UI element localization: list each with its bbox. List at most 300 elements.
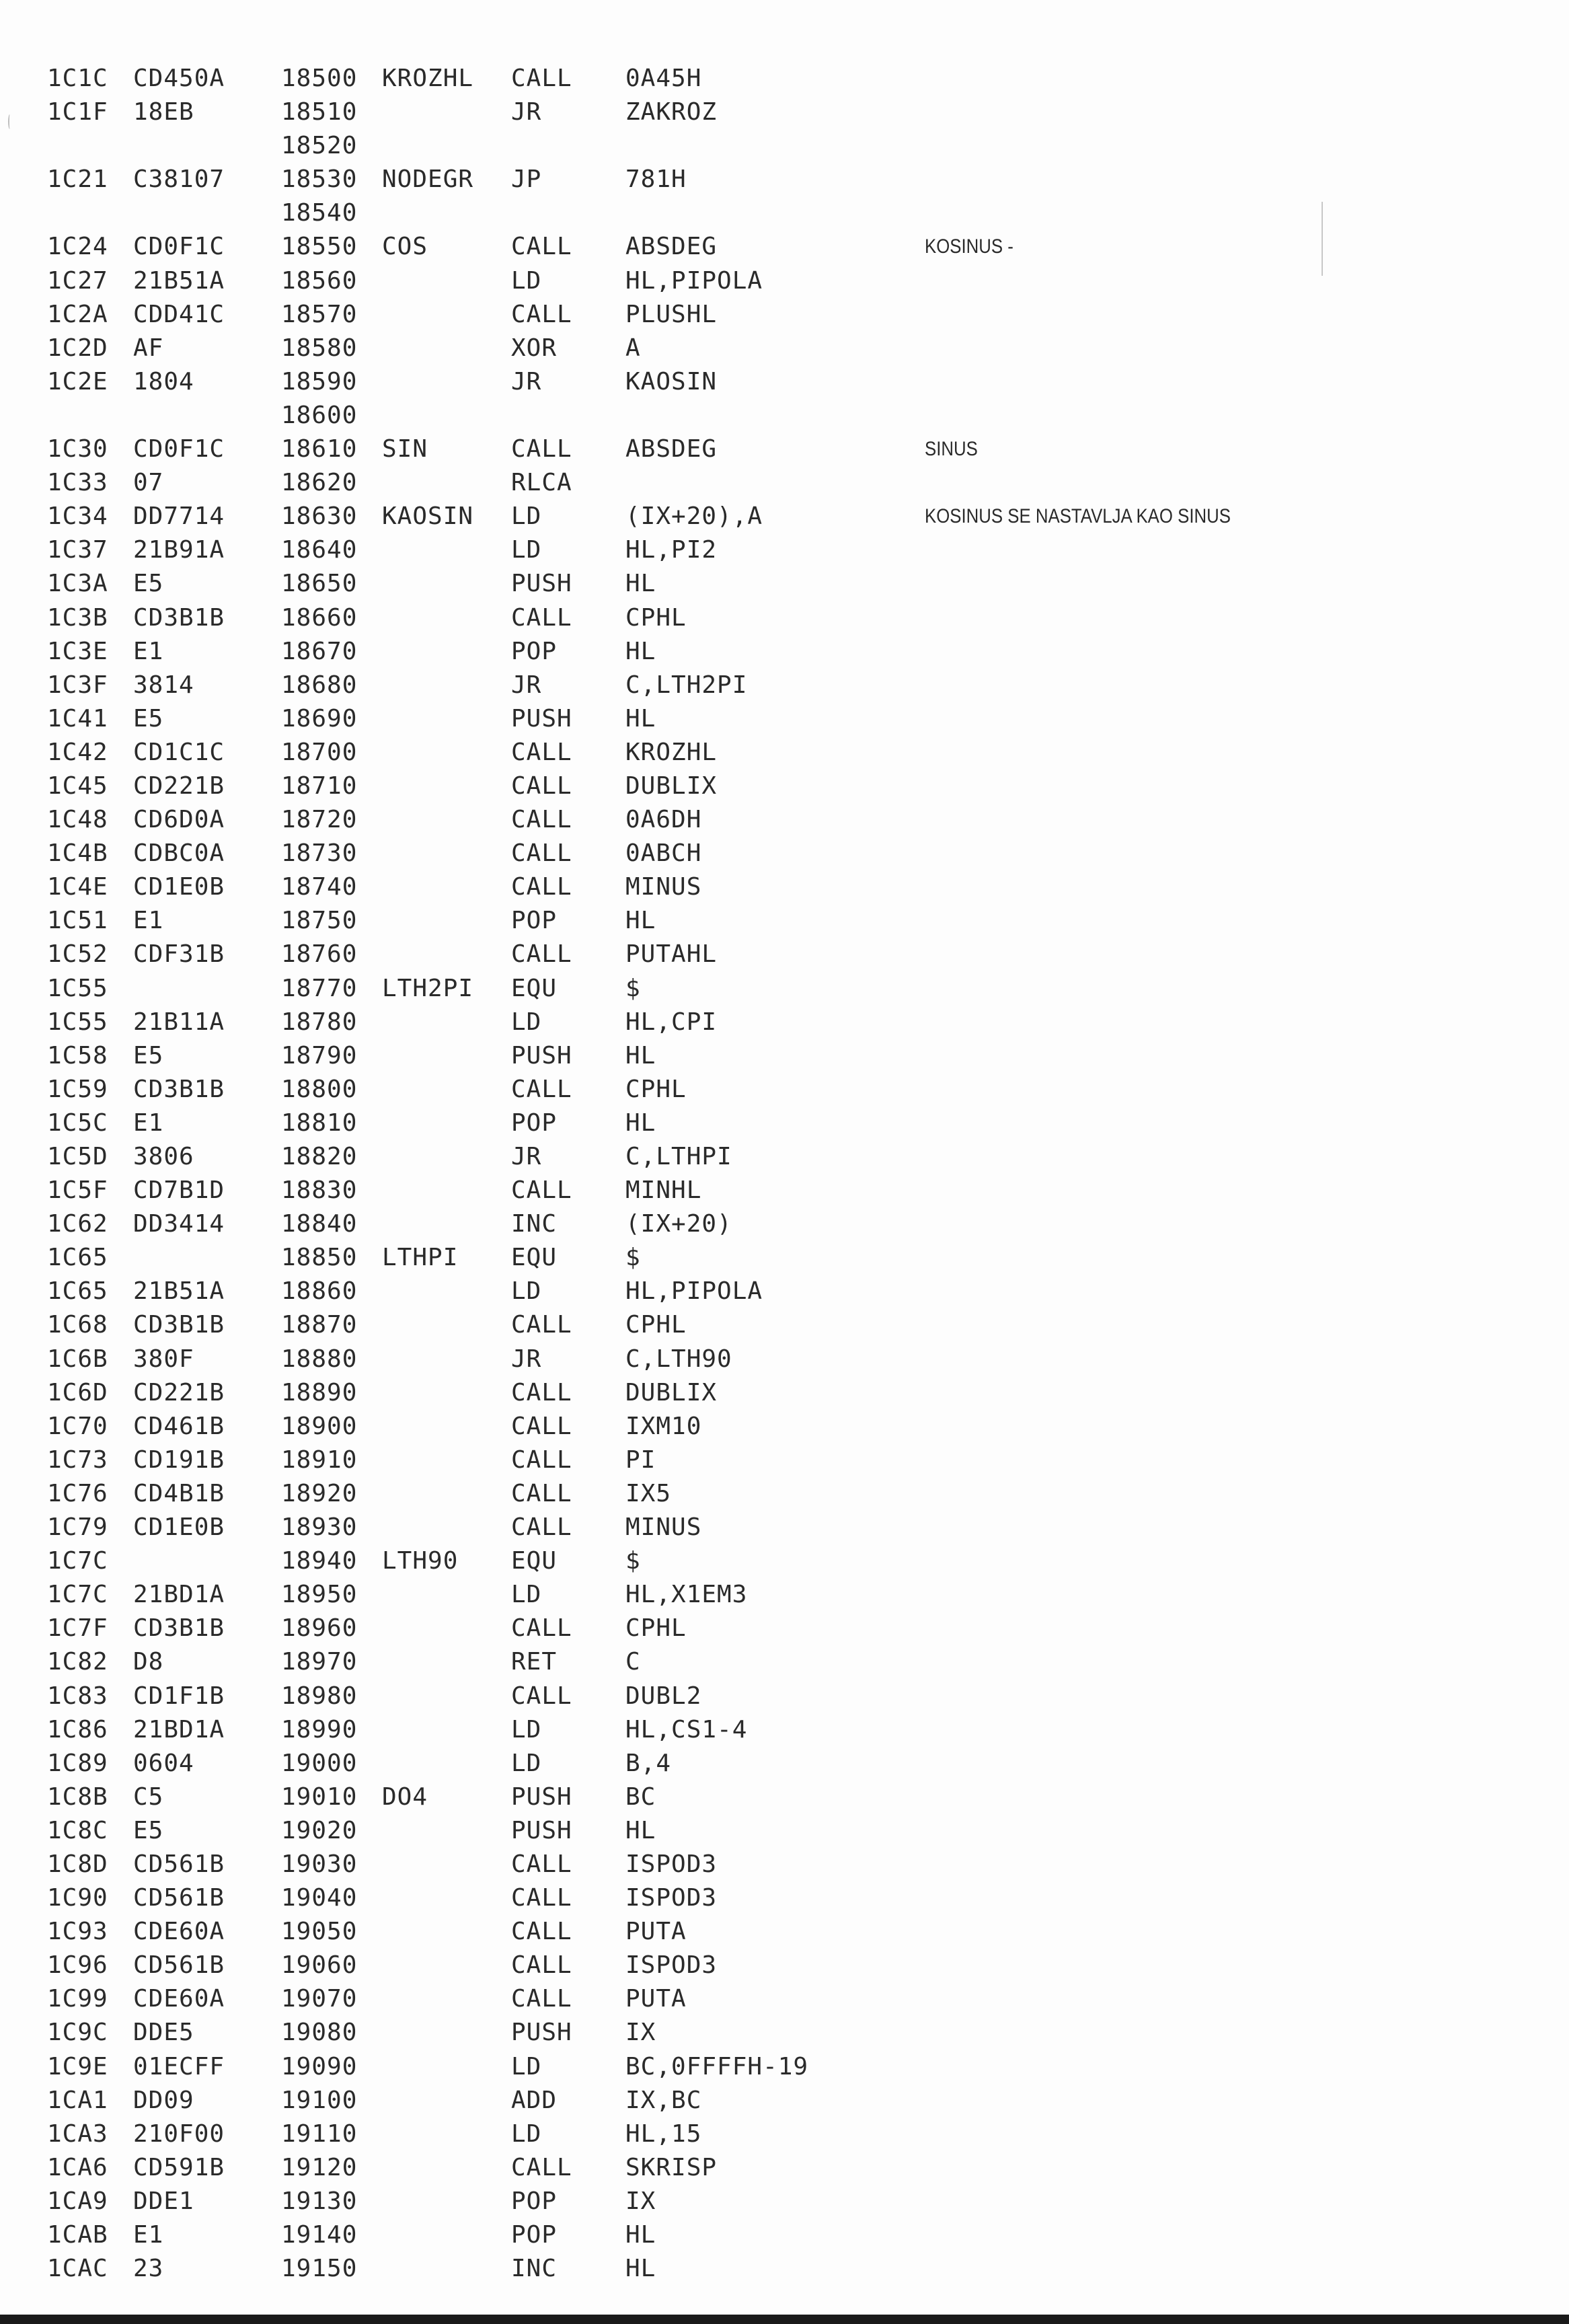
listing-row — [47, 433, 978, 466]
listing-row — [47, 264, 921, 298]
address: 1C1F — [47, 98, 108, 126]
mnemonic: CALL — [511, 2153, 572, 2181]
operand: CPHL — [625, 1075, 687, 1103]
machine-code: 07 — [133, 469, 164, 497]
mnemonic: INC — [511, 1210, 558, 1238]
address: 1C41 — [47, 704, 108, 733]
scan-bottom-edge — [0, 2315, 1569, 2324]
mnemonic: EQU — [511, 1244, 558, 1272]
mnemonic: CALL — [511, 65, 572, 92]
listing-row — [47, 332, 921, 365]
address: 1C37 — [47, 536, 108, 564]
line-number: 18760 — [281, 940, 358, 969]
machine-code: 21BD1A — [133, 1715, 225, 1744]
listing-row — [47, 1949, 921, 1982]
mnemonic: CALL — [511, 940, 572, 969]
machine-code: C38107 — [133, 165, 225, 194]
machine-code: E1 — [133, 2221, 164, 2249]
listing-row — [47, 2252, 921, 2286]
line-number: 19080 — [281, 2019, 358, 2047]
machine-code: 21B11A — [133, 1008, 225, 1036]
mnemonic: CALL — [511, 1311, 572, 1339]
operand: (IX+20),A — [625, 502, 763, 531]
listing-row — [47, 1039, 921, 1073]
line-number: 19150 — [281, 2255, 358, 2283]
listing-row — [47, 1578, 921, 1612]
address: 1C52 — [47, 940, 108, 969]
line-number: 18810 — [281, 1109, 358, 1137]
line-number: 18880 — [281, 1345, 358, 1373]
operand: A — [625, 334, 641, 362]
address: 1C8D — [47, 1850, 108, 1878]
operand: 0ABCH — [625, 839, 702, 868]
operand: CPHL — [625, 603, 687, 632]
listing-row — [47, 2185, 921, 2218]
machine-code: 21BD1A — [133, 1581, 225, 1609]
listing-row — [47, 1107, 921, 1140]
machine-code: AF — [133, 334, 164, 362]
mnemonic: CALL — [511, 435, 572, 463]
listing-row — [47, 230, 1013, 264]
operand: HL — [625, 570, 656, 598]
machine-code: CD1C1C — [133, 738, 225, 766]
operand: DUBLIX — [625, 1378, 718, 1407]
listing-row — [47, 870, 921, 904]
line-number: 18520 — [281, 132, 358, 160]
mnemonic: LD — [511, 1008, 542, 1036]
address: 1CAC — [47, 2255, 108, 2283]
operand: IXM10 — [625, 1412, 702, 1440]
operand: HL — [625, 2221, 656, 2249]
listing-row — [47, 635, 921, 669]
machine-code: CD1F1B — [133, 1682, 225, 1710]
mnemonic: PUSH — [511, 570, 572, 598]
operand: ISPOD3 — [625, 1884, 718, 1912]
operand: HL,X1EM3 — [625, 1581, 748, 1609]
operand: ZAKROZ — [625, 98, 718, 126]
address: 1C24 — [47, 233, 108, 261]
line-number: 18720 — [281, 806, 358, 834]
listing-row — [47, 500, 1231, 533]
mnemonic: CALL — [511, 1918, 572, 1946]
line-number: 19070 — [281, 1985, 358, 2013]
listing-row — [47, 129, 921, 163]
operand: IX — [625, 2187, 656, 2215]
line-number: 18540 — [281, 199, 358, 227]
mnemonic: JP — [511, 165, 542, 194]
machine-code: CD221B — [133, 1378, 225, 1407]
address: 1C73 — [47, 1446, 108, 1474]
machine-code: 21B91A — [133, 536, 225, 564]
listing-row — [47, 365, 921, 399]
address: 1C82 — [47, 1648, 108, 1676]
listing-row — [47, 1343, 921, 1376]
operand: SKRISP — [625, 2153, 718, 2181]
machine-code: E1 — [133, 907, 164, 935]
machine-code: E1 — [133, 1109, 164, 1137]
mnemonic: CALL — [511, 1951, 572, 1980]
line-number: 19110 — [281, 2120, 358, 2148]
machine-code: CD0F1C — [133, 435, 225, 463]
mnemonic: CALL — [511, 873, 572, 901]
operand: HL — [625, 637, 656, 665]
listing-row — [47, 2151, 921, 2185]
address: 1C51 — [47, 907, 108, 935]
line-number: 18590 — [281, 367, 358, 396]
listing-row — [47, 96, 921, 129]
listing-row — [47, 1410, 921, 1444]
address: 1C7C — [47, 1547, 108, 1575]
mnemonic: PUSH — [511, 1816, 572, 1844]
line-number: 19130 — [281, 2187, 358, 2215]
listing-row — [47, 298, 921, 332]
machine-code: D8 — [133, 1648, 164, 1676]
operand: ABSDEG — [625, 435, 718, 463]
mnemonic: RET — [511, 1648, 558, 1676]
line-number: 18820 — [281, 1143, 358, 1170]
operand: IX,BC — [625, 2086, 702, 2114]
line-number: 19000 — [281, 1749, 358, 1777]
mnemonic: JR — [511, 1345, 542, 1373]
operand: KROZHL — [625, 738, 718, 766]
listing-row — [47, 1747, 921, 1781]
label: LTH2PI — [382, 974, 474, 1002]
operand: BC,0FFFFH-19 — [625, 2052, 809, 2081]
listing-row — [47, 466, 921, 500]
operand: (IX+20) — [625, 1210, 732, 1238]
listing-row — [47, 533, 921, 567]
listing-row — [47, 1477, 921, 1511]
address: 1C9C — [47, 2019, 108, 2047]
listing-row — [47, 1915, 921, 1949]
address: 1C83 — [47, 1682, 108, 1710]
operand: PUTA — [625, 1918, 687, 1946]
address: 1C65 — [47, 1277, 108, 1306]
mnemonic: CALL — [511, 806, 572, 834]
operand: HL — [625, 907, 656, 935]
line-number: 18860 — [281, 1277, 358, 1306]
listing-row — [47, 1444, 921, 1477]
line-number: 18960 — [281, 1614, 358, 1643]
mnemonic: CALL — [511, 1614, 572, 1643]
operand: HL — [625, 1109, 656, 1137]
machine-code: CD3B1B — [133, 1075, 225, 1103]
mnemonic: CALL — [511, 738, 572, 766]
operand: ISPOD3 — [625, 1951, 718, 1980]
address: 1CAB — [47, 2221, 108, 2249]
line-number: 18740 — [281, 873, 358, 901]
machine-code: 21B51A — [133, 1277, 225, 1306]
line-number: 18560 — [281, 266, 358, 295]
machine-code: CD6D0A — [133, 806, 225, 834]
machine-code: CD561B — [133, 1884, 225, 1912]
listing-row — [47, 1241, 921, 1275]
mnemonic: PUSH — [511, 704, 572, 733]
machine-code: CD450A — [133, 65, 225, 92]
listing-row — [47, 1612, 921, 1645]
listing-row — [47, 1848, 921, 1881]
address: 1C55 — [47, 1008, 108, 1036]
address: 1C3A — [47, 570, 108, 598]
line-number: 18800 — [281, 1075, 358, 1103]
mnemonic: POP — [511, 637, 558, 665]
mnemonic: POP — [511, 2221, 558, 2249]
mnemonic: CALL — [511, 1682, 572, 1710]
operand: DUBL2 — [625, 1682, 702, 1710]
operand: HL — [625, 2255, 656, 2283]
operand: HL,PIPOLA — [625, 266, 763, 295]
machine-code: 3814 — [133, 671, 194, 699]
listing-row — [47, 1376, 921, 1410]
line-number: 18780 — [281, 1008, 358, 1036]
operand: C,LTHPI — [625, 1143, 732, 1170]
line-number: 18840 — [281, 1210, 358, 1238]
machine-code: E5 — [133, 704, 164, 733]
line-number: 18570 — [281, 300, 358, 328]
line-number: 19020 — [281, 1816, 358, 1844]
listing-row — [47, 1140, 921, 1174]
mnemonic: CALL — [511, 233, 572, 261]
operand: HL,CS1-4 — [625, 1715, 748, 1744]
label: LTH90 — [382, 1547, 459, 1575]
address: 1C30 — [47, 435, 108, 463]
mnemonic: LD — [511, 2120, 542, 2148]
line-number: 19050 — [281, 1918, 358, 1946]
line-number: 18980 — [281, 1682, 358, 1710]
address: 1C33 — [47, 469, 108, 497]
operand: PI — [625, 1446, 656, 1474]
operand: C,LTH2PI — [625, 671, 748, 699]
line-number: 18790 — [281, 1041, 358, 1070]
comment: KOSINUS - — [925, 235, 1013, 258]
operand: PLUSHL — [625, 300, 718, 328]
line-number: 18690 — [281, 704, 358, 733]
mnemonic: LD — [511, 536, 542, 564]
listing-row — [47, 669, 921, 702]
address: 1C4B — [47, 839, 108, 868]
address: 1C68 — [47, 1311, 108, 1339]
mnemonic: PUSH — [511, 2019, 572, 2047]
machine-code: C5 — [133, 1783, 164, 1811]
line-number: 18610 — [281, 435, 358, 463]
line-number: 18710 — [281, 772, 358, 800]
machine-code: CD191B — [133, 1446, 225, 1474]
listing-row — [47, 601, 921, 635]
label: LTHPI — [382, 1244, 459, 1272]
machine-code: CD3B1B — [133, 603, 225, 632]
label: KAOSIN — [382, 502, 474, 531]
listing-row — [47, 1645, 921, 1679]
operand: PUTA — [625, 1985, 687, 2013]
comment: KOSINUS SE NASTAVLJA KAO SINUS — [925, 505, 1231, 528]
line-number: 18620 — [281, 469, 358, 497]
operand: HL — [625, 704, 656, 733]
listing-row — [47, 2117, 921, 2151]
operand: CPHL — [625, 1614, 687, 1643]
line-number: 18550 — [281, 233, 358, 261]
listing-row — [47, 1275, 921, 1308]
line-number: 18950 — [281, 1581, 358, 1609]
mnemonic: CALL — [511, 1884, 572, 1912]
machine-code: DD7714 — [133, 502, 225, 531]
listing-row — [47, 702, 921, 736]
operand: HL,CPI — [625, 1008, 718, 1036]
machine-code: 3806 — [133, 1143, 194, 1170]
line-number: 18500 — [281, 65, 358, 92]
machine-code: CDF31B — [133, 940, 225, 969]
mnemonic: POP — [511, 907, 558, 935]
listing-row — [47, 904, 921, 938]
mnemonic: CALL — [511, 1513, 572, 1542]
machine-code: CD0F1C — [133, 233, 225, 261]
listing-row — [47, 1174, 921, 1207]
address: 1C9E — [47, 2052, 108, 2081]
mnemonic: CALL — [511, 1176, 572, 1205]
machine-code: 18EB — [133, 98, 194, 126]
machine-code: DD3414 — [133, 1210, 225, 1238]
mnemonic: CALL — [511, 1446, 572, 1474]
mnemonic: EQU — [511, 1547, 558, 1575]
mnemonic: JR — [511, 367, 542, 396]
address: 1C3B — [47, 603, 108, 632]
line-number: 19120 — [281, 2153, 358, 2181]
listing-row — [47, 1308, 921, 1342]
comment: SINUS — [925, 438, 978, 461]
machine-code: 01ECFF — [133, 2052, 225, 2081]
mnemonic: PUSH — [511, 1041, 572, 1070]
address: 1C21 — [47, 165, 108, 194]
machine-code: E1 — [133, 637, 164, 665]
machine-code: E5 — [133, 570, 164, 598]
mnemonic: CALL — [511, 1075, 572, 1103]
line-number: 19100 — [281, 2086, 358, 2114]
label: COS — [382, 233, 428, 261]
mnemonic: JR — [511, 671, 542, 699]
machine-code: E5 — [133, 1041, 164, 1070]
line-number: 18630 — [281, 502, 358, 531]
listing-row — [47, 803, 921, 837]
machine-code: CD7B1D — [133, 1176, 225, 1205]
mnemonic: JR — [511, 1143, 542, 1170]
listing-row — [47, 1982, 921, 2016]
line-number: 18970 — [281, 1648, 358, 1676]
address: 1C86 — [47, 1715, 108, 1744]
machine-code: 23 — [133, 2255, 164, 2283]
mnemonic: JR — [511, 98, 542, 126]
address: 1C59 — [47, 1075, 108, 1103]
line-number: 19060 — [281, 1951, 358, 1980]
address: 1C90 — [47, 1884, 108, 1912]
operand: $ — [625, 1244, 641, 1272]
address: 1C45 — [47, 772, 108, 800]
mnemonic: CALL — [511, 300, 572, 328]
machine-code: DDE1 — [133, 2187, 194, 2215]
mnemonic: LD — [511, 1277, 542, 1306]
line-number: 18930 — [281, 1513, 358, 1542]
line-number: 19040 — [281, 1884, 358, 1912]
machine-code: CD561B — [133, 1951, 225, 1980]
address: 1C99 — [47, 1985, 108, 2013]
line-number: 18830 — [281, 1176, 358, 1205]
line-number: 18510 — [281, 98, 358, 126]
line-number: 19010 — [281, 1783, 358, 1811]
machine-code: CD1E0B — [133, 1513, 225, 1542]
address: 1C3F — [47, 671, 108, 699]
mnemonic: LD — [511, 502, 542, 531]
listing-row — [47, 972, 921, 1006]
machine-code: CDD41C — [133, 300, 225, 328]
listing-row — [47, 62, 921, 96]
line-number: 18750 — [281, 907, 358, 935]
line-number: 18900 — [281, 1412, 358, 1440]
machine-code: 210F00 — [133, 2120, 225, 2148]
line-number: 18870 — [281, 1311, 358, 1339]
address: 1C93 — [47, 1918, 108, 1946]
operand: ISPOD3 — [625, 1850, 718, 1878]
line-number: 18890 — [281, 1378, 358, 1407]
listing-row — [47, 770, 921, 803]
label: SIN — [382, 435, 428, 463]
mnemonic: INC — [511, 2255, 558, 2283]
line-number: 18600 — [281, 401, 358, 429]
operand: IX — [625, 2019, 656, 2047]
line-number: 18730 — [281, 839, 358, 868]
machine-code: CDBC0A — [133, 839, 225, 868]
mnemonic: RLCA — [511, 469, 572, 497]
listing-row — [47, 1006, 921, 1039]
operand: MINUS — [625, 1513, 702, 1542]
listing-row — [47, 1511, 921, 1544]
machine-code: DDE5 — [133, 2019, 194, 2047]
line-number: 18990 — [281, 1715, 358, 1744]
margin-mark — [1322, 202, 1323, 276]
address: 1C76 — [47, 1479, 108, 1507]
machine-code: CD3B1B — [133, 1311, 225, 1339]
machine-code: CD4B1B — [133, 1479, 225, 1507]
line-number: 18670 — [281, 637, 358, 665]
mnemonic: LD — [511, 1581, 542, 1609]
listing-row — [47, 1814, 921, 1848]
margin-speck — [8, 114, 11, 129]
address: 1C58 — [47, 1041, 108, 1070]
listing-row — [47, 938, 921, 971]
operand: 0A6DH — [625, 806, 702, 834]
address: 1C3E — [47, 637, 108, 665]
address: 1CA1 — [47, 2086, 108, 2114]
operand: MINHL — [625, 1176, 702, 1205]
address: 1C6B — [47, 1345, 108, 1373]
address: 1C65 — [47, 1244, 108, 1272]
machine-code: CDE60A — [133, 1985, 225, 2013]
mnemonic: POP — [511, 1109, 558, 1137]
machine-code: CD561B — [133, 1850, 225, 1878]
operand: KAOSIN — [625, 367, 718, 396]
operand: DUBLIX — [625, 772, 718, 800]
address: 1C55 — [47, 974, 108, 1002]
operand: $ — [625, 974, 641, 1002]
machine-code: 0604 — [133, 1749, 194, 1777]
operand: HL — [625, 1816, 656, 1844]
address: 1C1C — [47, 65, 108, 92]
mnemonic: CALL — [511, 839, 572, 868]
address: 1C5F — [47, 1176, 108, 1205]
listing-row — [47, 1544, 921, 1578]
listing-row — [47, 399, 921, 433]
address: 1C62 — [47, 1210, 108, 1238]
machine-code: E5 — [133, 1816, 164, 1844]
address: 1C2A — [47, 300, 108, 328]
machine-code: DD09 — [133, 2086, 194, 2114]
